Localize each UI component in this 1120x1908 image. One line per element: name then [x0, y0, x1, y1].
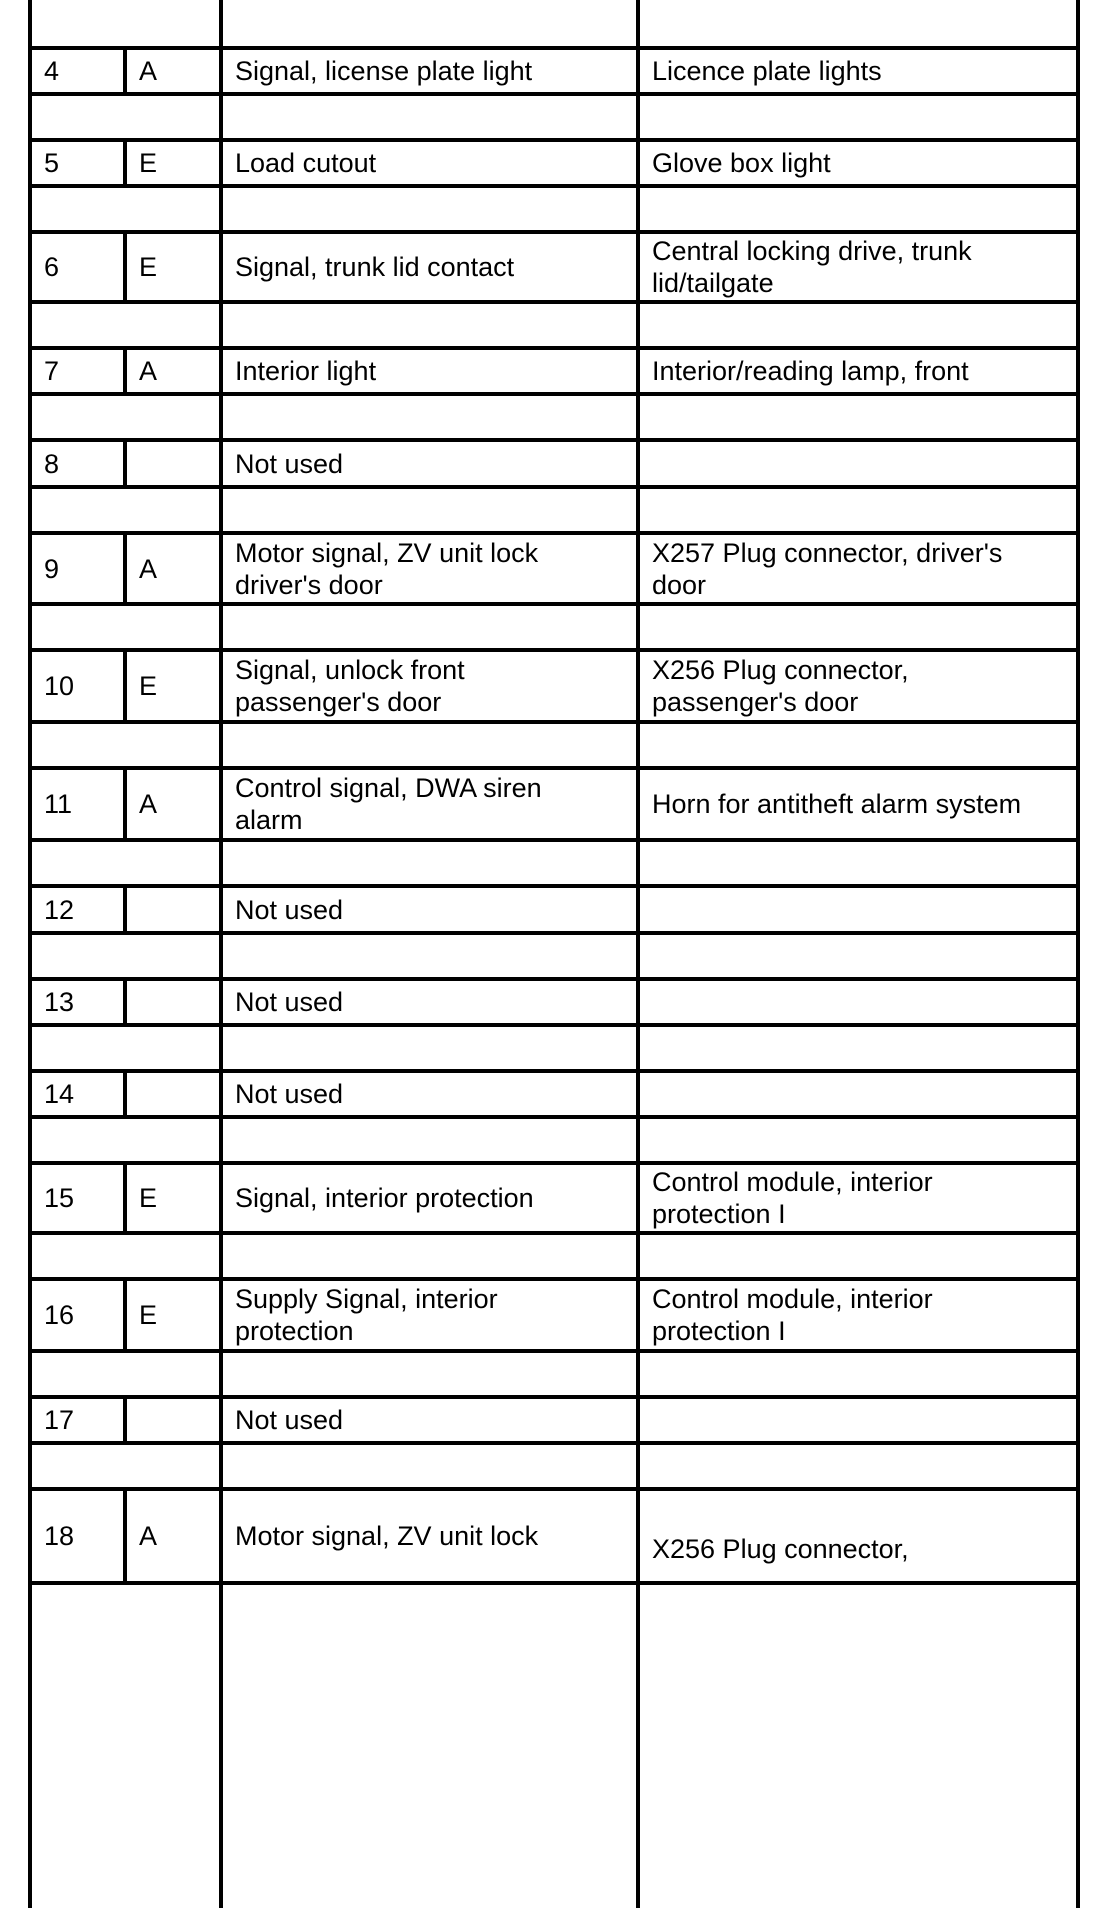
spacer-row [0, 96, 1120, 138]
description-cell: Motor signal, ZV unit lock [235, 1521, 539, 1551]
direction-cell: A [139, 1521, 158, 1551]
pin-cell: 6 [44, 252, 60, 282]
row-divider [32, 1115, 1080, 1119]
description-cell: Interior light [235, 356, 377, 386]
pin-cell: 11 [44, 789, 73, 819]
direction-cell [127, 1399, 223, 1441]
row-divider [32, 977, 1080, 981]
description-cell: Not used [235, 448, 344, 479]
column-divider [123, 531, 127, 602]
spacer-row [0, 304, 1120, 346]
component-cell [640, 1073, 1078, 1115]
column-divider [123, 648, 127, 720]
spacer-row [0, 1353, 1120, 1395]
component-cell [640, 981, 1078, 1023]
table-row [0, 888, 1120, 931]
description-cell: Supply Signal, interior protection [235, 1284, 498, 1346]
row-divider [32, 931, 1080, 935]
column-divider [123, 1069, 127, 1115]
row-divider [32, 46, 1080, 50]
pin-cell: 10 [44, 671, 75, 701]
pin-cell: 17 [44, 1405, 75, 1435]
spacer-row [0, 489, 1120, 531]
row-divider [32, 1231, 1080, 1235]
direction-cell [127, 442, 223, 485]
direction-cell: A [139, 789, 158, 819]
column-divider [123, 1395, 127, 1441]
row-divider [32, 392, 1080, 396]
spacer-row [0, 842, 1120, 884]
table-row [0, 652, 1120, 720]
row-divider [32, 438, 1080, 442]
row-divider [32, 346, 1080, 350]
table-row [0, 1399, 1120, 1441]
table-right-border [1076, 0, 1080, 1908]
column-divider [123, 1487, 127, 1581]
pin-cell: 14 [44, 1079, 75, 1109]
row-divider [32, 720, 1080, 724]
description-cell: Signal, trunk lid contact [235, 252, 515, 282]
column-divider [123, 766, 127, 838]
pin-cell: 5 [44, 148, 60, 178]
row-divider [32, 602, 1080, 606]
pin-cell: 12 [44, 894, 75, 925]
component-cell: Glove box light [652, 148, 831, 178]
description-cell: Signal, unlock front passenger's door [235, 655, 465, 717]
row-divider [32, 138, 1080, 142]
row-divider [32, 1277, 1080, 1281]
pin-cell: 7 [44, 356, 60, 386]
pin-cell: 15 [44, 1183, 75, 1213]
column-divider [123, 977, 127, 1023]
spacer-row [0, 1235, 1120, 1277]
component-cell [640, 442, 1078, 485]
row-divider [32, 92, 1080, 96]
description-cell: Motor signal, ZV unit lock driver's door [235, 537, 539, 600]
direction-cell: E [139, 1300, 158, 1330]
spacer-row [0, 724, 1120, 766]
description-cell: Signal, license plate light [235, 56, 533, 86]
table-row [0, 1165, 1120, 1231]
row-divider [32, 1487, 1080, 1491]
component-cell: X256 Plug connector, passenger's door [652, 655, 909, 717]
column-divider [636, 0, 640, 1908]
row-divider [32, 1161, 1080, 1165]
row-divider [32, 1441, 1080, 1445]
table-row [0, 535, 1120, 602]
row-divider [32, 838, 1080, 842]
pin-cell: 18 [44, 1521, 75, 1551]
row-divider [32, 884, 1080, 888]
row-divider [32, 184, 1080, 188]
component-cell: Interior/reading lamp, front [652, 356, 969, 386]
column-divider [219, 0, 223, 1908]
row-divider [32, 1581, 1080, 1585]
table-row [0, 234, 1120, 300]
table-row [0, 1073, 1120, 1115]
row-divider [32, 485, 1080, 489]
component-cell: Control module, interior protection I [652, 1167, 933, 1229]
pin-cell: 16 [44, 1300, 75, 1330]
table-row [0, 1281, 1120, 1349]
description-cell: Control signal, DWA siren alarm [235, 773, 542, 835]
table-row [0, 350, 1120, 392]
table-row [0, 770, 1120, 838]
component-cell: Licence plate lights [652, 56, 882, 86]
direction-cell [127, 981, 223, 1023]
direction-cell [127, 888, 223, 931]
component-cell [640, 888, 1078, 931]
pin-cell: 13 [44, 987, 75, 1017]
row-divider [32, 300, 1080, 304]
table-row [0, 1491, 1120, 1581]
table-row [0, 442, 1120, 485]
column-divider [123, 346, 127, 392]
row-divider [32, 1069, 1080, 1073]
spacer-row [0, 188, 1120, 230]
component-cell: Horn for antitheft alarm system [652, 789, 1022, 819]
row-divider [32, 648, 1080, 652]
column-divider [123, 884, 127, 931]
spacer-row [0, 1027, 1120, 1069]
column-divider [123, 230, 127, 300]
column-divider [123, 46, 127, 92]
direction-cell: A [139, 553, 158, 584]
row-divider [32, 531, 1080, 535]
description-cell: Not used [235, 894, 344, 925]
pin-cell: 8 [44, 448, 60, 479]
column-divider [123, 1161, 127, 1231]
table-row [0, 50, 1120, 92]
row-divider [32, 230, 1080, 234]
table-row [0, 142, 1120, 184]
table-row [0, 981, 1120, 1023]
pin-cell: 9 [44, 553, 60, 584]
component-cell: Central locking drive, trunk lid/tailgate [652, 236, 972, 298]
direction-cell: E [139, 148, 158, 178]
component-cell: X257 Plug connector, driver's door [652, 537, 1003, 600]
direction-cell: E [139, 671, 158, 701]
description-cell: Signal, interior protection [235, 1183, 534, 1213]
column-divider [123, 438, 127, 485]
column-divider [123, 138, 127, 184]
component-cell: X256 Plug connector, [652, 1534, 909, 1564]
direction-cell: A [139, 356, 158, 386]
component-cell: Control module, interior protection I [652, 1284, 933, 1346]
spacer-row [0, 606, 1120, 648]
description-cell: Not used [235, 1405, 344, 1435]
direction-cell: E [139, 1183, 158, 1213]
row-divider [32, 1395, 1080, 1399]
spacer-row [0, 1119, 1120, 1161]
direction-cell: E [139, 252, 158, 282]
row-divider [32, 1023, 1080, 1027]
spacer-row [0, 1445, 1120, 1487]
description-cell: Load cutout [235, 148, 377, 178]
spacer-row [0, 0, 1120, 46]
component-cell [640, 1399, 1078, 1441]
spacer-row [0, 396, 1120, 438]
description-cell: Not used [235, 1079, 344, 1109]
row-divider [32, 766, 1080, 770]
direction-cell [127, 1073, 223, 1115]
column-divider [123, 1277, 127, 1349]
spacer-row [0, 935, 1120, 977]
description-cell: Not used [235, 987, 344, 1017]
table-left-border [28, 0, 32, 1908]
direction-cell: A [139, 56, 158, 86]
pin-cell: 4 [44, 56, 60, 86]
row-divider [32, 1349, 1080, 1353]
